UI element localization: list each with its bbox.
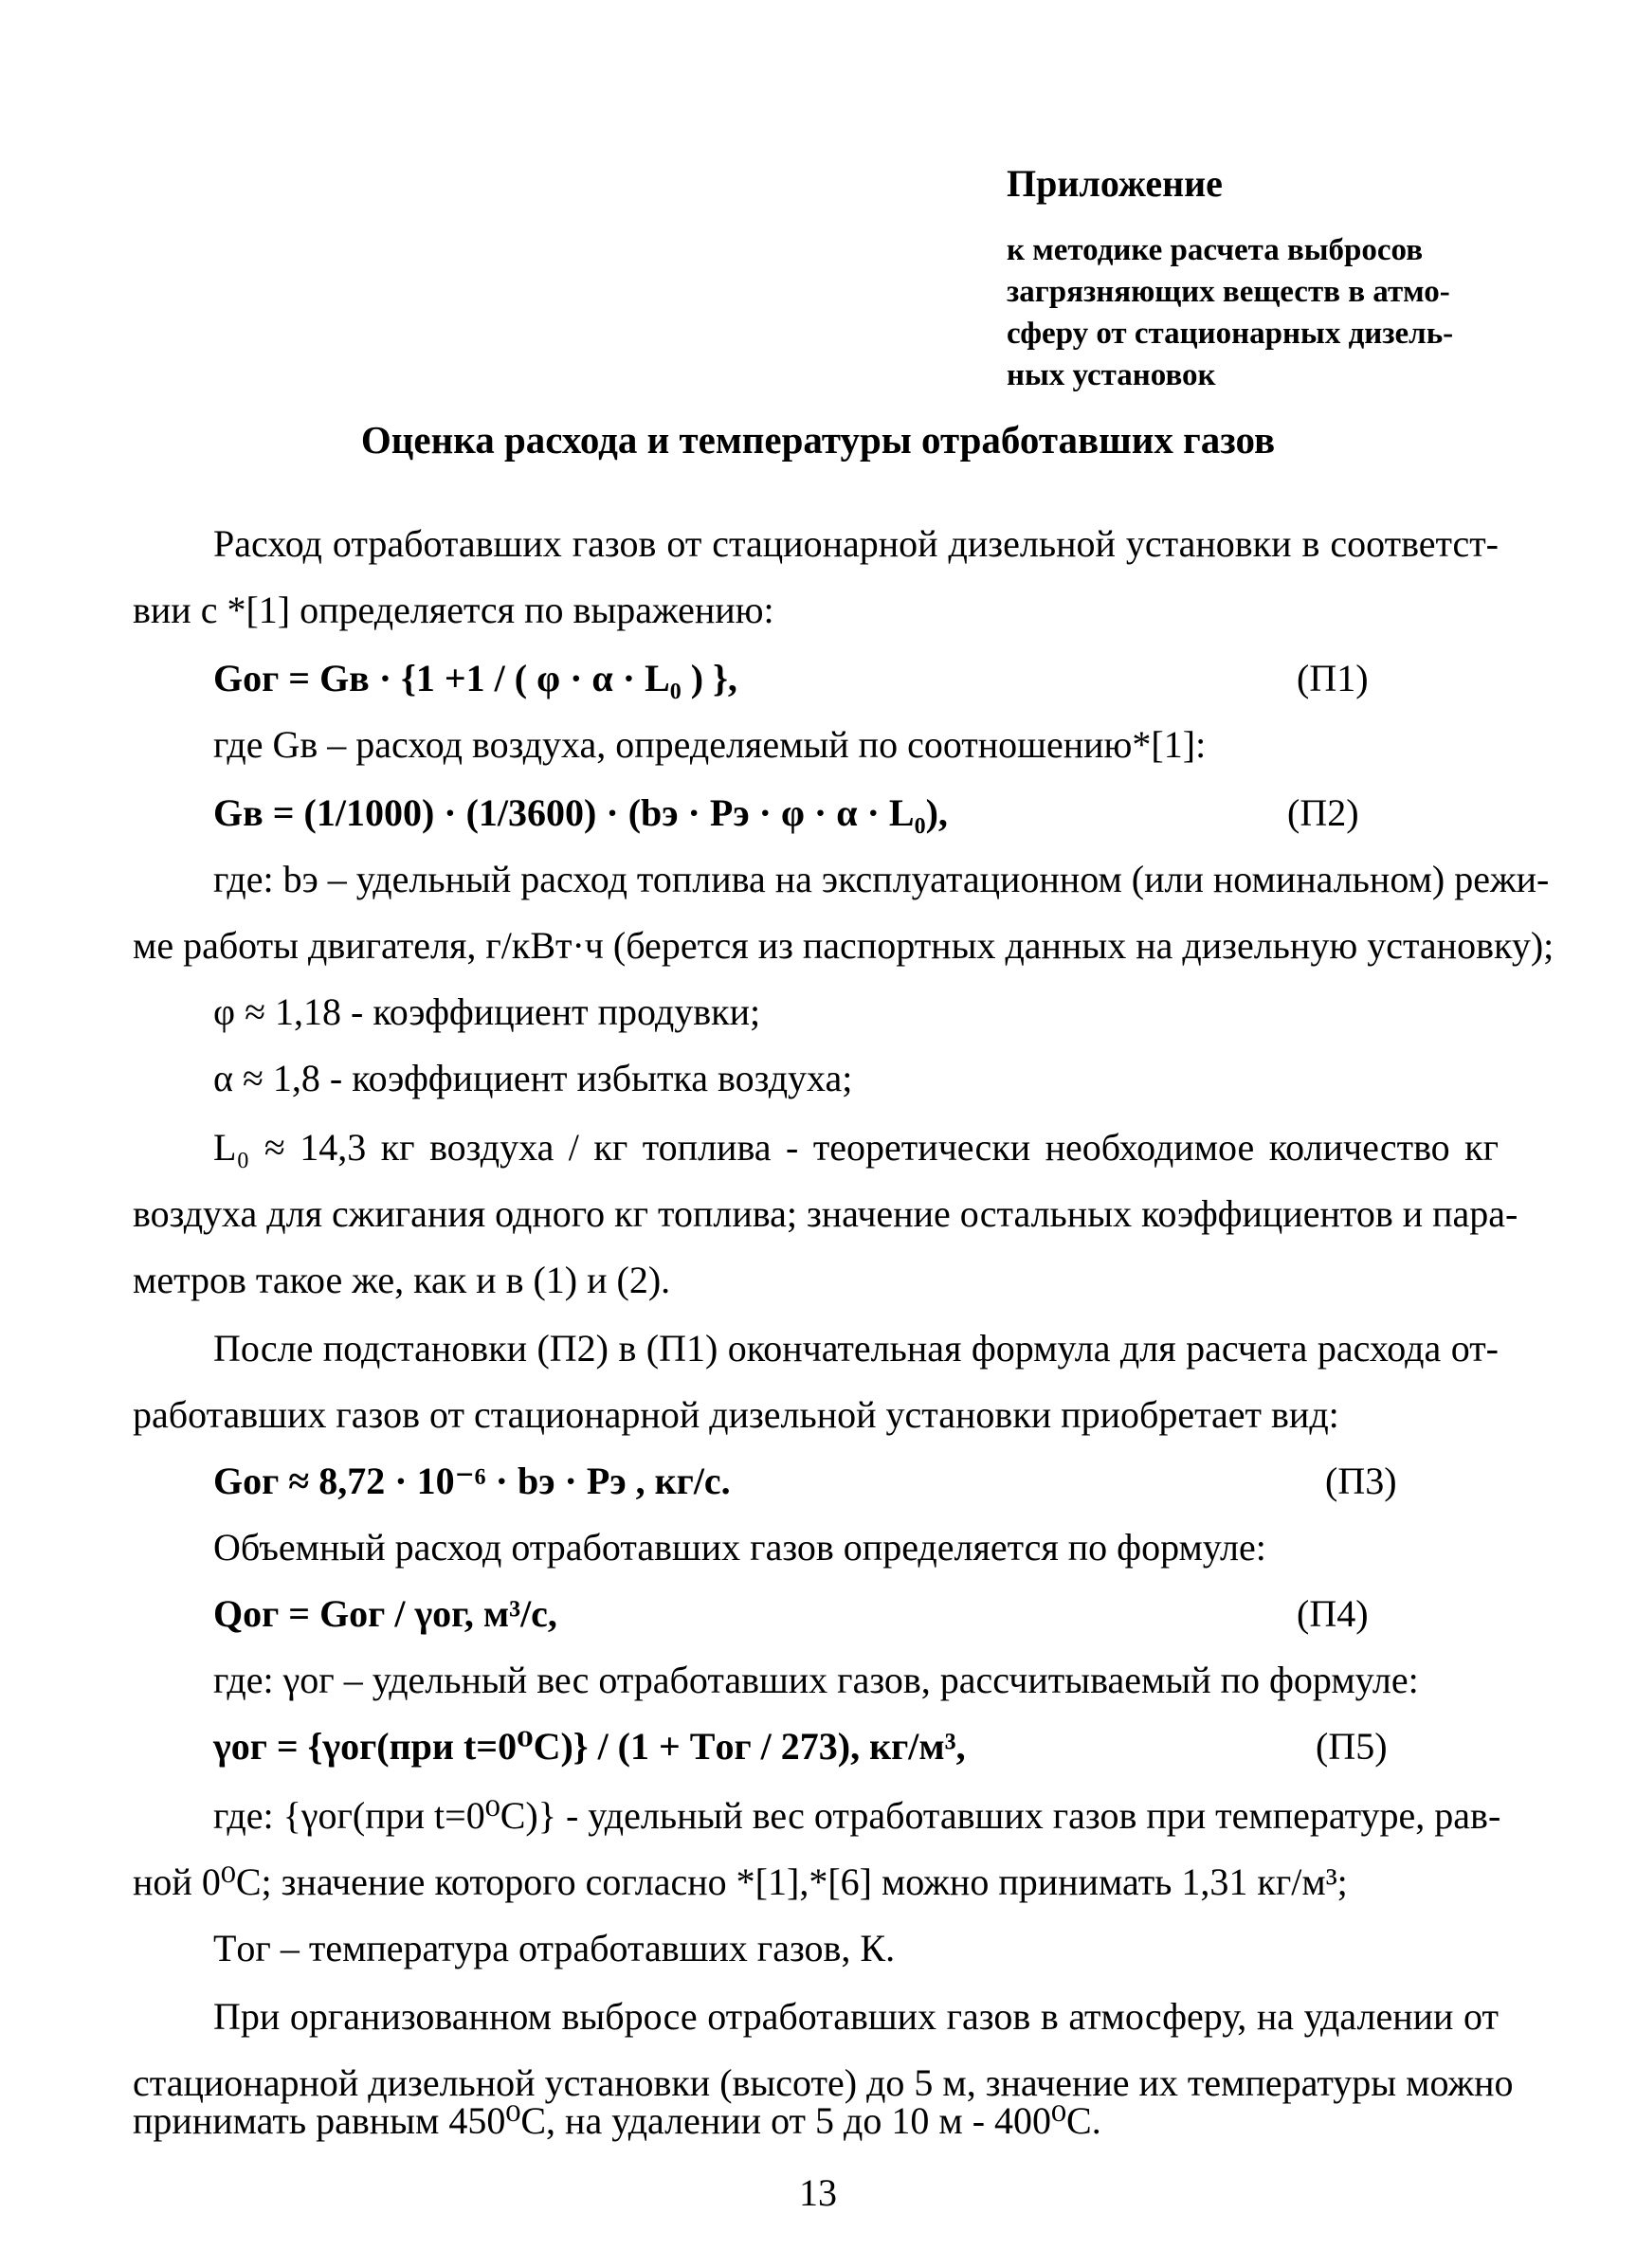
formula-p4: Qог = Gог / γог, м³/с,	[213, 1592, 557, 1635]
appendix-subtitle-line: ных установок	[1007, 358, 1216, 392]
paragraph-line: принимать равным 450⁰С, на удалении от 5 до 10 м - 400⁰С.	[133, 2099, 1101, 2142]
paragraph-line: После подстановки (П2) в (П1) окончательная формула для расчета расхода от-	[213, 1327, 1499, 1370]
paragraph-line: Расход отработавших газов от стационарной дизельной установки в соответст-	[213, 522, 1499, 565]
appendix-subtitle-line: сферу от стационарных дизель-	[1007, 317, 1454, 351]
equation-number: (П4)	[1297, 1592, 1369, 1635]
paragraph-line: где: γог – удельный вес отработавших газов, рассчитываемый по формуле:	[213, 1659, 1419, 1701]
paragraph-line: где Gв – расход воздуха, определяемый по соотношению*[1]:	[213, 723, 1207, 766]
equation-number: (П2)	[1287, 791, 1359, 834]
coefficient-alpha: α ≈ 1,8 - коэффициент избытка воздуха;	[213, 1057, 853, 1099]
paragraph-line: При организованном выбросе отработавших газов в атмосферу, на удалении от	[213, 1995, 1499, 2038]
formula-p5: γог = {γог(при t=0⁰C)} / (1 + Tог / 273), кг/м³,	[213, 1725, 966, 1768]
paragraph-line: воздуха для сжигания одного кг топлива; значение остальных коэффициентов и пара-	[133, 1192, 1518, 1235]
paragraph-line: где: {γог(при t=0⁰C)} - удельный вес отработавших газов при температуре, рав-	[213, 1794, 1501, 1837]
paragraph-line: метров такое же, как и в (1) и (2).	[133, 1259, 671, 1301]
equation-number: (П3)	[1325, 1460, 1397, 1502]
paragraph-line: ме работы двигателя, г/кВт·ч (берется из паспортных данных на дизельную установку);	[133, 924, 1554, 967]
paragraph-line: ной 0⁰С; значение которого согласно *[1],*[6] можно принимать 1,31 кг/м³;	[133, 1860, 1348, 1903]
formula-p3: Gог ≈ 8,72 · 10⁻⁶ · bэ · Pэ , кг/с.	[213, 1460, 731, 1502]
page-number: 13	[799, 2171, 837, 2214]
appendix-title: Приложение	[1007, 162, 1223, 205]
paragraph-line: работавших газов от стационарной дизельной установки приобретает вид:	[133, 1393, 1339, 1436]
formula-p1: Gог = Gв · {1 +1 / ( φ · α · L₀ ) },	[213, 657, 737, 699]
paragraph-line: вии с *[1] определяется по выражению:	[133, 589, 774, 631]
appendix-subtitle-line: загрязняющих веществ в атмо-	[1007, 275, 1450, 309]
section-heading: Оценка расхода и температуры отработавших газов	[360, 418, 1276, 462]
equation-number: (П5)	[1316, 1725, 1388, 1768]
formula-p2: Gв = (1/1000) · (1/3600) · (bэ · Pэ · φ · α · L₀),	[213, 791, 948, 834]
paragraph-line: стационарной дизельной установки (высоте) до 5 м, значение их температуры можно	[133, 2061, 1514, 2104]
equation-number: (П1)	[1297, 657, 1369, 699]
coefficient-phi: φ ≈ 1,18 - коэффициент продувки;	[213, 990, 761, 1033]
paragraph-line: Tог – температура отработавших газов, К.	[213, 1927, 896, 1969]
paragraph-line: L₀ ≈ 14,3 кг воздуха / кг топлива - теоретически необходимое количество кг	[213, 1126, 1499, 1169]
paragraph-line: где: bэ – удельный расход топлива на эксплуатационном (или номинальном) режи-	[213, 858, 1550, 900]
paragraph-line: Объемный расход отработавших газов определяется по формуле:	[213, 1526, 1266, 1569]
appendix-subtitle	[1007, 229, 1500, 396]
appendix-subtitle-line: к методике расчета выбросов	[1007, 233, 1424, 267]
